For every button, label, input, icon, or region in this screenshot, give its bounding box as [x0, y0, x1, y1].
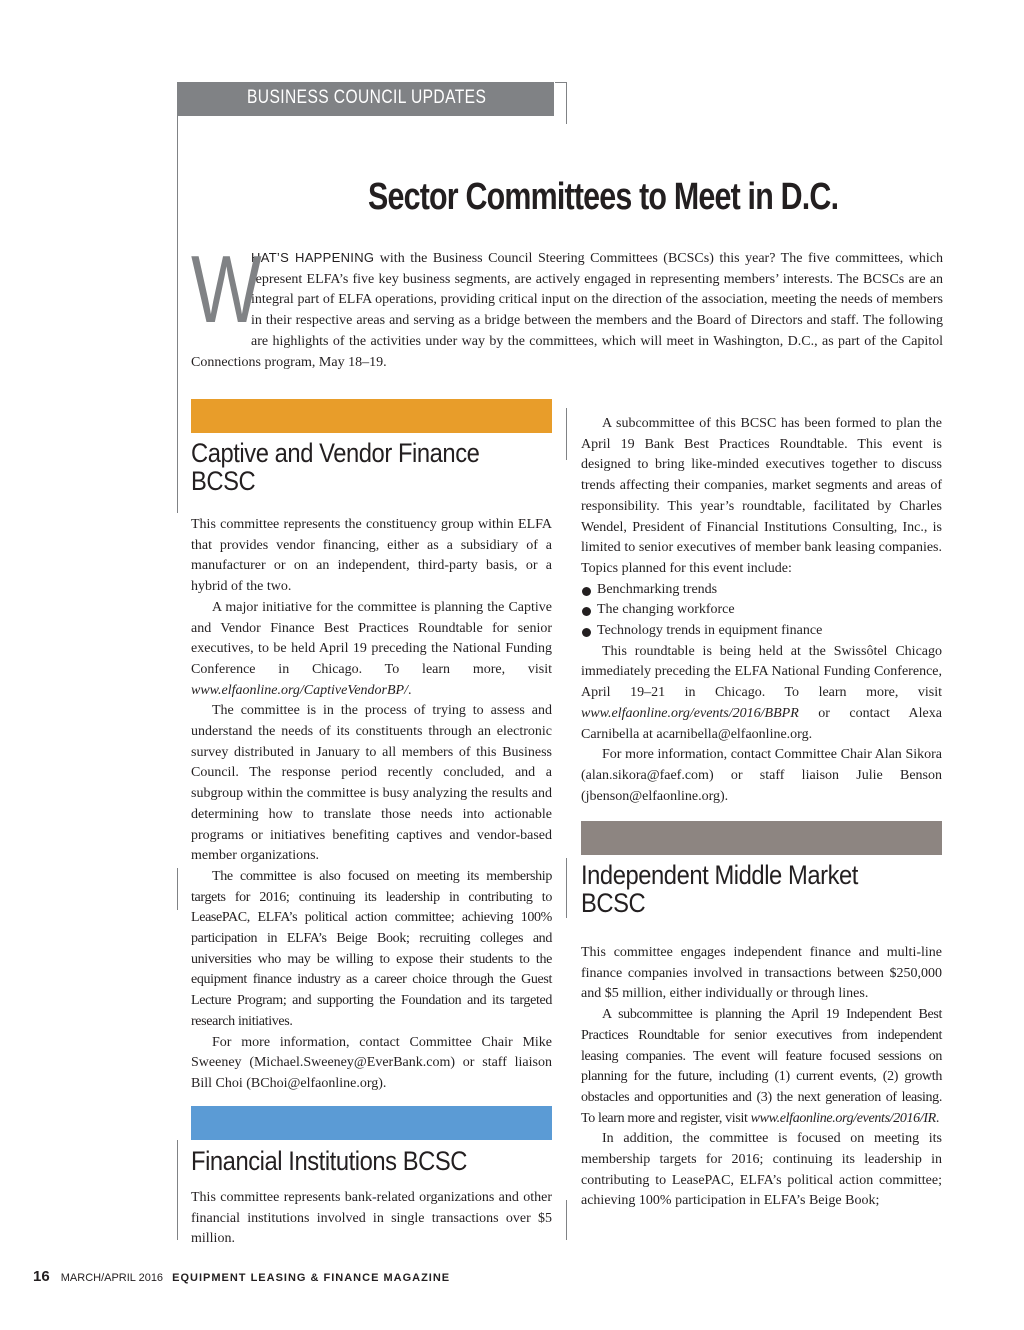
- middle-p3: In addition, the committee is focused on meeting its membership targets for 2016; continuing its leadership in contributing to LeasePAC, ELFA’s political action committee; achieving 100% participation in ELFA’s Beige Book;: [581, 1131, 942, 1209]
- middle-market-section-title: Independent Middle Market BCSC: [581, 860, 858, 918]
- captive-p2: A major initiative for the committee is planning the Captive and Vendor Finance Best Practices Roundtable for senior executives, to be held April 19 preceding the National Funding Conference in Chicago. To learn more, visit www.elfaonline.org/CaptiveVendorBP/.: [191, 599, 552, 698]
- bbpr-link[interactable]: www.elfaonline.org/events/2016/BBPR: [581, 705, 799, 721]
- intro-paragraph: [191, 236, 944, 373]
- middle-market-section-body: [581, 943, 942, 1212]
- intro-leadin: HAT’S HAPPENING: [251, 250, 375, 265]
- left-column-rule-bottom: [177, 1140, 178, 1240]
- financial-section-continued: [581, 414, 942, 807]
- financial-section-body: [191, 1188, 552, 1250]
- list-item: The changing workforce: [581, 600, 942, 621]
- financial-p1: This committee represents bank-related organizations and other financial institutions involved in single transactions over $5 million.: [191, 1190, 552, 1247]
- financial-cont-p1: A subcommittee of this BCSC has been formed to plan the April 19 Bank Best Practices Roundtable. This event is designed to bring like-minded executives together to discuss trends affecting their companies, market segments and areas of responsibility. This year’s roundtable, facilitated by Charles Wendel, President of Financial Institutions Consulting, Inc., is limited to senior executives of member bank leasing companies. Topics planned for this event include:: [581, 416, 942, 576]
- list-item: Technology trends in equipment finance: [581, 621, 942, 642]
- financial-section-title: Financial Institutions BCSC: [191, 1146, 468, 1176]
- intro-text: with the Business Council Steering Committees (BCSCs) this year? The five committees, which represent ELFA’s five key business segments, are actively engaged in representing members’ interests. The BCSCs are an integral part of ELFA operations, providing critical input on the direction of the association, meeting the needs of members in their respective areas and serving as a bridge between the members and the Board of Directors and staff. The following are highlights of the activities under way by the committees, which will meet in Washington, D.C., as part of the Capitol Connections program, May 18–19.: [191, 251, 944, 370]
- drop-cap: W: [191, 236, 262, 343]
- topics-list: [581, 580, 942, 642]
- captive-p4: The committee is also focused on meeting its membership targets for 2016; continuing its leadership in contributing to LeasePAC, ELFA’s political action committee; achieving 100% participation in ELFA’s Beige Book; recruiting colleges and universities who may be willing to expose their students to the equipment finance industry as a career choice through the Guest Lecture Program; and supporting the Foundation and its targeted research initiatives.: [191, 868, 552, 1029]
- left-column-rule-lower: [177, 868, 178, 910]
- captive-p5: For more information, contact Committee Chair Mike Sweeney (Michael.Sweeney@EverBank.com) or staff liaison Bill Choi (BChoi@elfaonline.org).: [191, 1034, 552, 1091]
- captive-link[interactable]: www.elfaonline.org/CaptiveVendorBP/: [191, 682, 408, 698]
- middle-market-section-bar: [581, 821, 942, 855]
- left-column-rule: [177, 433, 178, 513]
- page-footer: [33, 1268, 450, 1285]
- financial-cont-p2: This roundtable is being held at the Swissôtel Chicago immediately preceding the ELFA National Funding Conference, April 19–21 in Chicago. To learn more, visit www.elfaonline.org/events/2016/BBPR or contact Alexa Carnibella at acarnibella@elfaonline.org.: [581, 643, 942, 742]
- captive-section-bar: [191, 399, 552, 433]
- frame-rule-top: [555, 82, 567, 124]
- center-rule-middle: [566, 858, 567, 918]
- ir-link[interactable]: www.elfaonline.org/events/2016/IR: [750, 1110, 936, 1126]
- page-number: 16: [33, 1268, 50, 1285]
- middle-p1: This committee engages independent finance and multi-line finance companies involved in transactions between $250,000 and $5 million, either individually or through lines.: [581, 945, 942, 1002]
- center-rule-top: [566, 408, 567, 460]
- article-headline: Sector Committees to Meet in D.C.: [368, 176, 839, 218]
- section-banner: [177, 82, 554, 116]
- banner-label: BUSINESS COUNCIL UPDATES: [247, 87, 487, 108]
- captive-section-title: Captive and Vendor Finance BCSC: [191, 438, 480, 496]
- financial-cont-p3: For more information, contact Committee Chair Alan Sikora (alan.sikora@faef.com) or staff liaison Julie Benson (jbenson@elfaonline.org).: [581, 747, 942, 804]
- captive-section-body: [191, 515, 552, 1095]
- issue-date: MARCH/APRIL 2016: [60, 1272, 164, 1284]
- center-rule-bottom: [566, 1200, 567, 1240]
- financial-section-bar: [191, 1106, 552, 1140]
- magazine-name: EQUIPMENT LEASING & FINANCE MAGAZINE: [172, 1272, 451, 1284]
- middle-p2: A subcommittee is planning the April 19 Independent Best Practices Roundtable for senior executives from independent leasing companies. The event will feature focused sessions on planning for the future, including (1) current events, (2) growth obstacles and opportunities and (3) the next generation of leasing. To learn more and register, visit www.elfaonline.org/events/2016/IR.: [581, 1007, 942, 1126]
- list-item: Benchmarking trends: [581, 580, 942, 601]
- captive-p1: This committee represents the constituency group within ELFA that provides vendor financing, either as a subsidiary of a manufacturer or on an independent, third-party basis, or a hybrid of the two.: [191, 517, 552, 595]
- captive-p3: The committee is in the process of trying to assess and understand the needs of its constituents through an electronic survey distributed in January to all members of this Business Council. The response period recently concluded, and a subgroup within the committee is busy analyzing the results and determining how to translate those needs into actionable programs or initiatives benefiting captives and vendor-based member organizations.: [191, 703, 552, 864]
